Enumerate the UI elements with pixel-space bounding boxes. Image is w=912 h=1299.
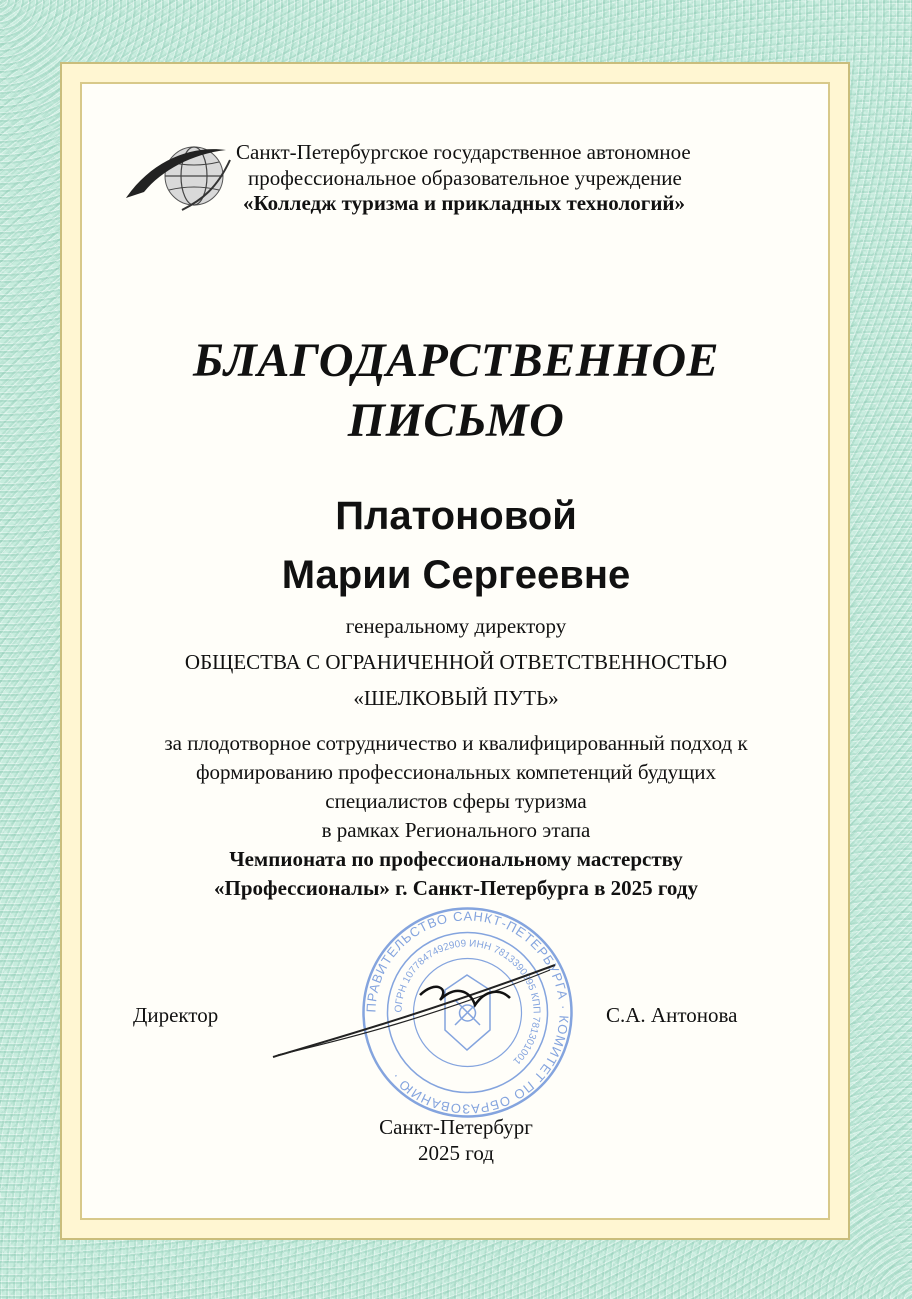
footer-year: 2025 год (418, 1141, 494, 1165)
signatory-role: Директор (133, 1003, 219, 1027)
championship-name-line-1: Чемпионата по профессиональному мастерству (229, 847, 683, 871)
recipient-name: Марии Сергеевне (281, 553, 631, 597)
recipient-position: генеральному директору (345, 614, 567, 638)
recipient-surname: Платоновой (335, 494, 577, 538)
footer-city: Санкт-Петербург (379, 1115, 533, 1139)
document-title-line-1: БЛАГОДАРСТВЕННОЕ (192, 334, 720, 387)
body-text-line-1: за плодотворное сотрудничество и квалифицированный подход к (164, 731, 748, 755)
organization-line-2: профессиональное образовательное учреждение (248, 166, 682, 190)
signatory-name: С.А. Антонова (606, 1003, 738, 1027)
body-text-line-2: формированию профессиональных компетенций будущих (195, 760, 717, 784)
company-name: «ШЕЛКОВЫЙ ПУТЬ» (353, 686, 559, 710)
document-title-line-2: ПИСЬМО (347, 394, 565, 447)
svg-text:ПРАВИТЕЛЬСТВО САНКТ-ПЕТЕРБУРГА: ПРАВИТЕЛЬСТВО САНКТ-ПЕТЕРБУРГА · КОМИТЕТ ПО ОБРАЗОВАНИЮ · (363, 908, 572, 1117)
svg-text:ОГРН 1077847492909 ИНН 7813390: ОГРН 1077847492909 ИНН 7813390995 КПП 781301001 (393, 938, 542, 1067)
globe-logo-icon (122, 140, 232, 215)
company-type: ОБЩЕСТВА С ОГРАНИЧЕННОЙ ОТВЕТСТВЕННОСТЬЮ (184, 650, 728, 674)
body-text-line-4: в рамках Регионального этапа (321, 818, 591, 842)
championship-name-line-2: «Профессионалы» г. Санкт-Петербурга в 2025 году (214, 876, 698, 900)
organization-college-name: «Колледж туризма и прикладных технологий» (243, 191, 686, 215)
organization-line-1: Санкт-Петербургское государственное автономное (236, 140, 691, 164)
handwritten-signature (270, 960, 570, 1070)
body-text-line-3: специалистов сферы туризма (325, 789, 587, 813)
